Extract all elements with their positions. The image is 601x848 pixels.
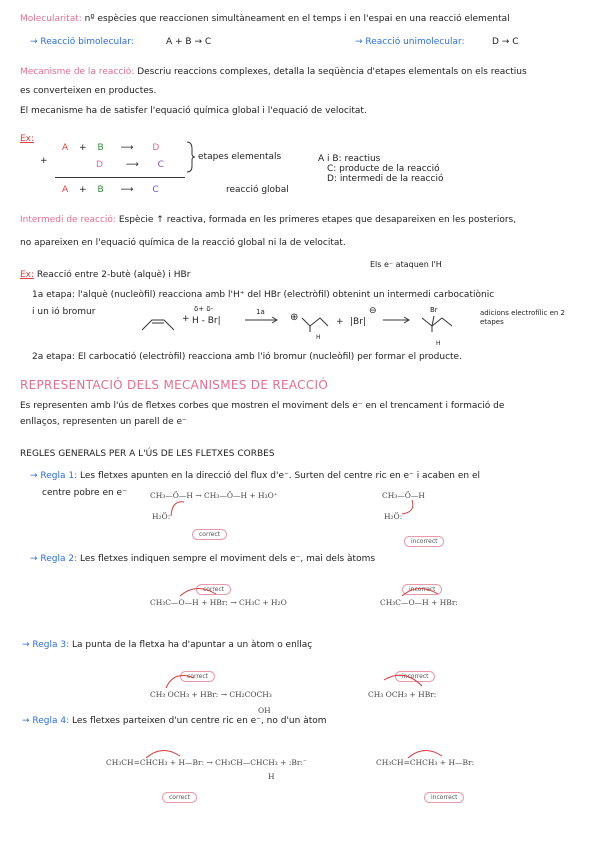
ex1-d2: D xyxy=(96,160,103,170)
rule3-scheme-right: CH₃ OCH₃ + HBr: xyxy=(368,690,437,699)
rule2-text: Les fletxes indiquen sempre el moviment dels e⁻, mai dels àtoms xyxy=(80,554,376,564)
product-br: Br xyxy=(430,306,438,314)
mecanisme-line1 xyxy=(20,67,527,78)
rule1-scheme-right: CH₃—Ö—H xyxy=(382,491,425,500)
rule1-label: → Regla 1: xyxy=(30,471,78,481)
step1-text: l'alquè (nucleòfil) reacciona amb l'H⁺ del HBr (electròfil) obtenint un intermedi carbocatiònic xyxy=(77,290,495,300)
rule4-text: Les fletxes parteixen d'un centre ric en e⁻, no d'un àtom xyxy=(72,716,327,726)
ex1-c2: C xyxy=(157,160,164,170)
rule1-scheme-left-sub: H₂Ö: xyxy=(152,512,171,521)
ex1-arrow1: ⟶ xyxy=(120,143,136,153)
rule1-text: Les fletxes apunten en la direcció del flux d'e⁻. Surten del centre ric en e⁻ i acaben en el xyxy=(80,471,480,481)
rule4-correct-badge: correct xyxy=(162,784,197,803)
rule1-line xyxy=(30,471,480,482)
ex2-step2-line xyxy=(32,352,462,363)
rule2-correct-badge: correct xyxy=(196,576,231,595)
side-note: adicions electrofílic en 2 etapes xyxy=(480,309,566,326)
mecanisme-text3: El mecanisme ha de satisfer l'equació química global i l'equació de velocitat. xyxy=(20,106,367,116)
ex1-global-label: reacció global xyxy=(226,185,289,195)
step1-label: 1a etapa: xyxy=(32,290,75,300)
rule3-incorrect-badge: incorrect xyxy=(395,663,435,682)
step1-text-b: i un ió bromur xyxy=(32,307,96,317)
partial-charges: δ+ δ- xyxy=(194,305,214,313)
ex1-sum-line xyxy=(55,177,185,178)
rule4-line xyxy=(22,716,327,727)
rule4-scheme-left: CH₃CH=CHCH₃ + H—Br: → CH₃CH—CHCH₃ + :Br:⁻ xyxy=(106,758,307,767)
rule2-scheme-right: CH₃C—O—H + HBr: xyxy=(380,598,458,607)
rule1-correct-badge: correct xyxy=(192,521,227,540)
rule1-curved-arrow-right xyxy=(396,496,418,518)
ex1-label: Ex: xyxy=(20,134,35,144)
product-structure xyxy=(420,312,454,334)
rule2-label: → Regla 2: xyxy=(30,554,78,564)
carbocation-structure xyxy=(300,312,332,334)
ex2-title-line xyxy=(20,270,190,281)
intermedi-note: Els e⁻ ataquen l'H xyxy=(370,260,442,269)
rule3-scheme-left-sub: OH xyxy=(258,706,271,715)
intermedi-line1 xyxy=(20,215,516,226)
product-h: H xyxy=(436,340,441,347)
representacio-title: REPRESENTACIÓ DELS MECANISMES DE REACCIÓ xyxy=(20,378,329,392)
unimolecular-eq: D → C xyxy=(492,37,519,47)
ex2-step1-line xyxy=(32,290,494,301)
bromide-ion: |Br| xyxy=(350,317,366,327)
hbr-molecule: H - Br| xyxy=(192,316,221,326)
intermedi-text1: Espècie ↑ reactiva, formada en les primeres etapes que desapareixen en les posteriors, xyxy=(118,215,517,225)
rule1-text2: centre pobre en e⁻ xyxy=(42,488,127,498)
ex1-b3: B xyxy=(97,185,104,195)
ex1-plus: + xyxy=(79,143,87,153)
ex1-row1 xyxy=(62,143,159,154)
brace-icon xyxy=(184,140,198,174)
legend-producte: C: producte de la reacció xyxy=(327,164,440,174)
molecularitat-line xyxy=(20,14,510,25)
ex1-legend xyxy=(318,154,443,184)
molecularitat-def: nº espècies que reaccionen simultàneament en el temps i en l'espai en una reacció elemental xyxy=(84,14,510,24)
rule3-label: → Regla 3: xyxy=(22,640,70,650)
plus-2: + xyxy=(336,317,344,327)
rules-title: REGLES GENERALS PER A L'ÚS DE LES FLETXES CORBES xyxy=(20,449,275,459)
mecanisme-text1: Descriu reaccions complexes, detalla la seqüència d'etapes elementals on els reactius xyxy=(137,67,527,77)
ex1-plus3: + xyxy=(79,185,87,195)
legend-intermedi: D: intermedi de la reacció xyxy=(327,174,444,184)
representacio-text1: Es representen amb l'ús de fletxes corbes que mostren el moviment dels e⁻ en el trencament i formació de xyxy=(20,401,505,411)
bimolecular-label: → Reacció bimolecular: xyxy=(30,37,134,47)
rule3-line xyxy=(22,640,312,651)
rule2-scheme-left: CH₃C—O—H + HBr: → CH₃C + H₂O xyxy=(150,598,287,607)
rule4-scheme-right: CH₃CH=CHCH₃ + H—Br: xyxy=(376,758,475,767)
ex1-c3: C xyxy=(152,185,159,195)
rule3-scheme-left: CH₃ OCH₃ + HBr: → CH₂COCH₃ xyxy=(150,690,272,699)
reaction-arrow-1 xyxy=(244,316,280,324)
ex2-label: Ex: xyxy=(20,270,35,280)
step2-label: 2a etapa: xyxy=(32,352,75,362)
bromide-charge-icon: ⊖ xyxy=(369,306,377,316)
ex1-d1: D xyxy=(152,143,160,153)
ex1-arrow3: ⟶ xyxy=(120,185,136,195)
rule4-label: → Regla 4: xyxy=(22,716,70,726)
rule1-curved-arrow-left xyxy=(168,496,190,518)
mecanisme-title: Mecanisme de la reacció: xyxy=(20,67,135,77)
molecularitat-title: Molecularitat: xyxy=(20,14,82,24)
rule4-incorrect-badge: incorrect xyxy=(424,784,464,803)
rule1-scheme-left: CH₃—Ö—H → CH₃—Ö—H + H₃O⁺ xyxy=(150,491,278,500)
carbocation-plus-icon: ⊕ xyxy=(290,312,299,323)
representacio-text2: enllaços, representen un parell de e⁻ xyxy=(20,417,187,427)
rule3-correct-badge: correct xyxy=(180,663,215,682)
intermedi-title: Intermedi de reacció: xyxy=(20,215,116,225)
rule2-curved-arrow-right xyxy=(398,580,444,600)
ex1-b: B xyxy=(97,143,104,153)
rule2-curved-arrow-left xyxy=(176,580,222,600)
ex2-title: Reacció entre 2-butè (alquè) i HBr xyxy=(36,270,191,280)
step2-text: El carbocatió (electròfil) reacciona amb l'ió bromur (nucleòfil) per formar el producte. xyxy=(77,352,462,362)
rule3-text: La punta de la fletxa ha d'apuntar a un àtom o enllaç xyxy=(72,640,313,650)
intermedi-text2: no apareixen en l'equació química de la reacció global ni la de velocitat. xyxy=(20,238,346,248)
ex1-a: A xyxy=(62,143,69,153)
ex1-row3 xyxy=(62,185,159,196)
rule4-scheme-left-sub: H xyxy=(268,772,275,781)
bimolecular-eq: A + B → C xyxy=(166,37,212,47)
ex1-a3: A xyxy=(62,185,69,195)
reaction-arrow-2 xyxy=(382,316,412,324)
ex1-plus-left: + xyxy=(40,156,48,166)
ex1-arrow2: ⟶ xyxy=(125,160,141,170)
rule3-curved-arrow-left xyxy=(160,668,200,692)
ex1-brace-label: etapes elementals xyxy=(198,152,282,162)
rule2-incorrect-badge: incorrect xyxy=(402,576,442,595)
rule2-line xyxy=(30,554,375,565)
rule1-scheme-right-sub: H₂Ö: xyxy=(384,512,403,521)
butene-structure xyxy=(140,312,180,334)
mecanisme-text2: es converteixen en productes. xyxy=(20,86,157,96)
unimolecular-label: → Reacció unimolecular: xyxy=(355,37,465,47)
rule3-curved-arrow-right xyxy=(378,668,428,692)
step-tag: 1a xyxy=(256,308,265,316)
ex1-row2 xyxy=(96,160,164,171)
rule1-incorrect-badge: incorrect xyxy=(404,528,444,547)
legend-reactius: A i B: reactius xyxy=(318,154,381,164)
carbocation-h: H xyxy=(316,334,321,341)
plus-1: + xyxy=(182,314,190,324)
